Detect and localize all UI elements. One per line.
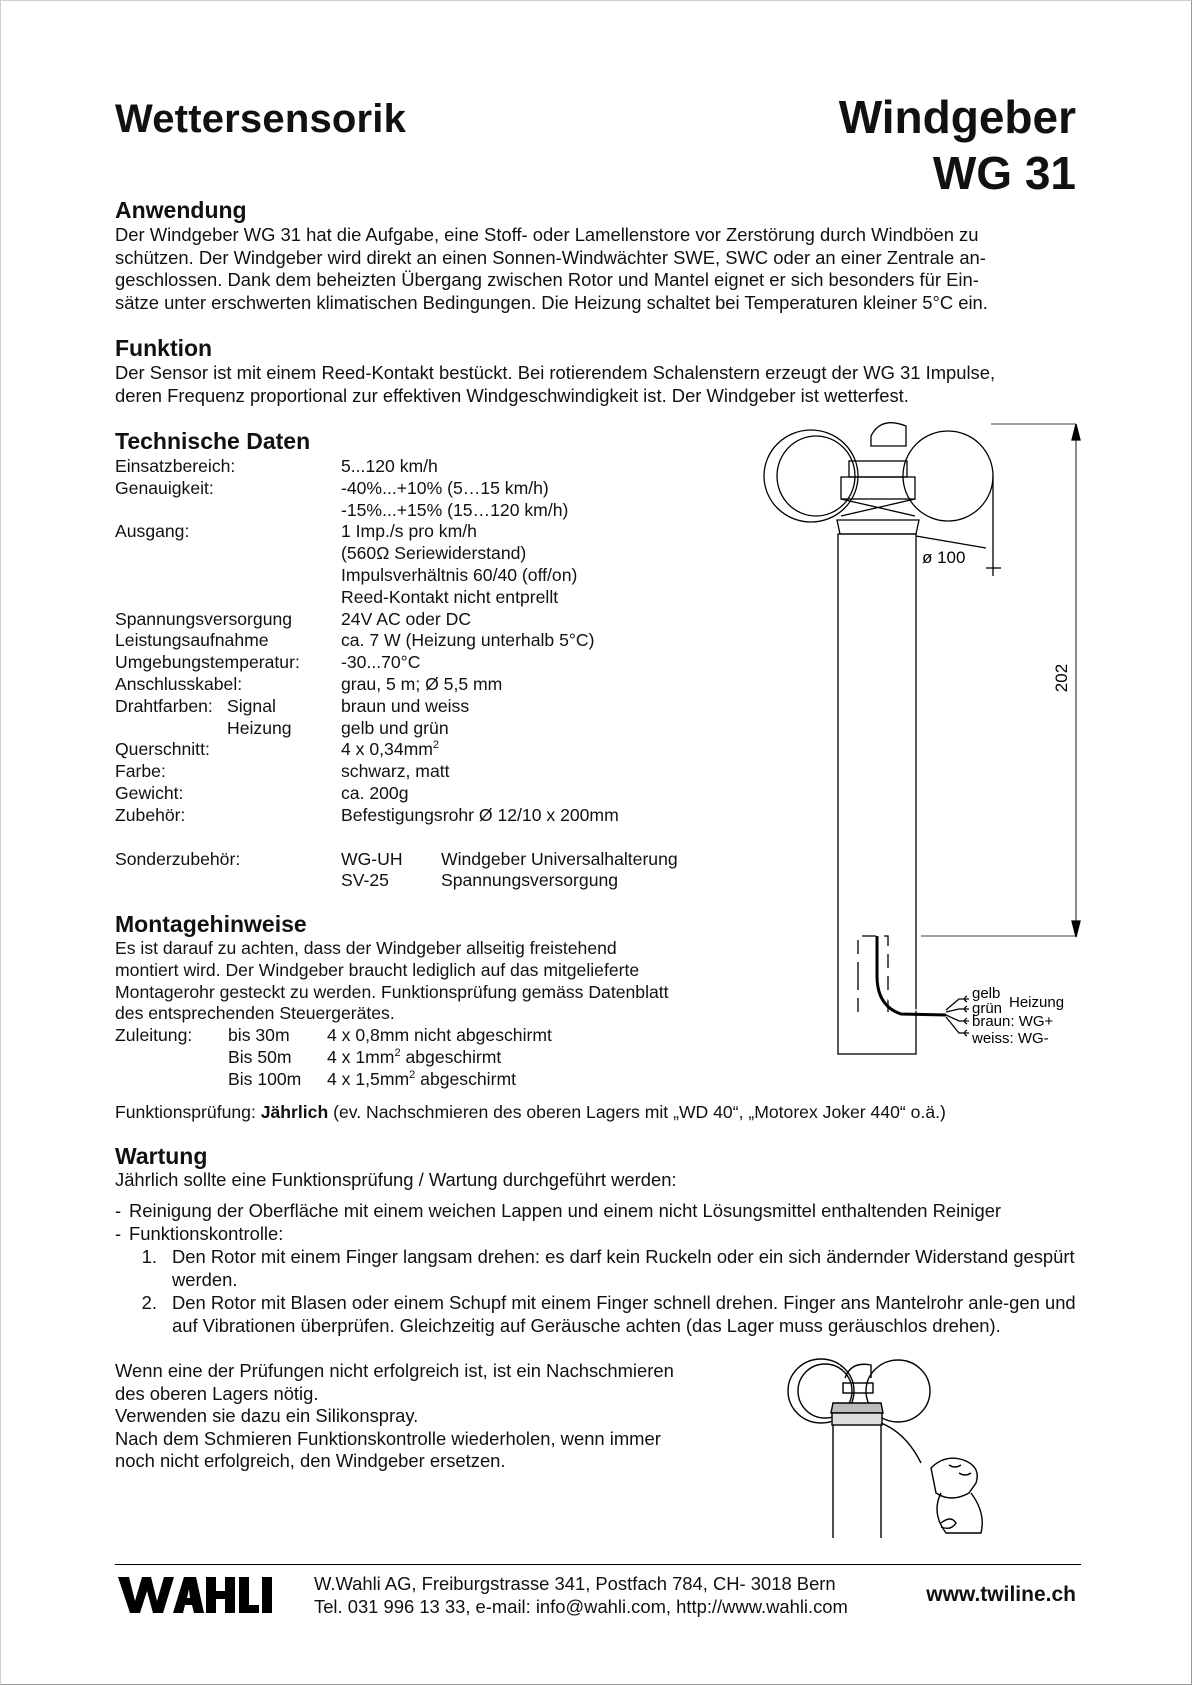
spec-value: 5...120 km/h — [341, 456, 438, 476]
spec-key: Farbe: — [115, 761, 166, 782]
spec-row — [115, 630, 678, 652]
section-title-anwendung: Anwendung — [115, 197, 247, 223]
section-title-montagehinweise: Montagehinweise — [115, 911, 307, 937]
spec-value: ca. 7 W (Heizung unterhalb 5°C) — [341, 630, 595, 651]
back-cup — [871, 423, 906, 446]
wartung-list — [115, 1199, 1090, 1337]
list-item-text: Reinigung der Oberfläche mit einem weichen Lappen und einem nicht Lösungsmittel enthaltenden Reiniger — [129, 1200, 1002, 1221]
spec-value: Reed-Kontakt nicht entprellt — [341, 586, 559, 607]
height-label: 202 — [1052, 663, 1071, 693]
spec-value — [341, 739, 439, 761]
wind-sensor-drawing — [741, 416, 1081, 1066]
spec-subkey: Signal — [227, 695, 276, 716]
spec-row — [115, 674, 678, 696]
text-line: Verwenden sie dazu ein Silikonspray. — [115, 1405, 419, 1426]
text-line: geschlossen. Dank dem beheizten Übergang zwischen Rotor und Mantel eignet er sich besonders für Ein- — [115, 269, 979, 290]
text-line: montiert wird. Der Windgeber braucht lediglich auf das mitgelieferte — [115, 959, 640, 980]
zuleitung-length: Bis 100m — [228, 1068, 302, 1089]
list-item: 1. Den Rotor mit einem Finger langsam drehen: es darf kein Ruckeln oder ein sich ändernder Widerstand gespürt werden. — [115, 1245, 1090, 1291]
address-line: W.Wahli AG, Freiburgstrasse 341, Postfach 784, CH- 3018 Bern — [314, 1573, 836, 1594]
zuleitung-table — [115, 1025, 552, 1090]
zuleitung-row — [115, 1069, 552, 1091]
text-line: des oberen Lagers nötig. — [115, 1382, 319, 1404]
note-text: (ev. Nachschmieren des oberen Lagers mit „WD 40“, „Motorex Joker 440“ o.ä.) — [328, 1102, 946, 1122]
zuleitung-spec-text: abgeschirmt — [415, 1068, 516, 1089]
text-line: schützen. Der Windgeber wird direkt an einen Sonnen-Windwächter SWE, SWC oder an einer Zentrale an- — [115, 246, 986, 268]
wire-label-braun: braun: WG+ — [972, 1013, 1054, 1030]
text-line: Es ist darauf zu achten, dass der Windgeber allseitig freistehend — [115, 938, 617, 958]
spec-row — [115, 565, 678, 587]
zuleitung-spec: 4 x 0,8mm nicht abgeschirmt — [327, 1025, 552, 1045]
spec-key: Gewicht: — [115, 782, 184, 803]
diameter-leader — [916, 536, 986, 548]
spec-value: 24V AC oder DC — [341, 608, 472, 629]
spec-row — [115, 521, 678, 543]
left-cup-rim — [777, 436, 855, 516]
spec-value: Impulsverhältnis 60/40 (off/on) — [341, 564, 578, 585]
spec-row — [115, 587, 678, 609]
spec-value: -15%...+15% (15…120 km/h) — [341, 499, 569, 520]
spec-key: Umgebungstemperatur: — [115, 652, 300, 673]
spec-value: 1 Imp./s pro km/h — [341, 521, 477, 542]
spec-key: Spannungsversorgung — [115, 608, 293, 629]
spec-row — [115, 652, 678, 674]
zuleitung-spec-text: 4 x 1,5mm — [327, 1068, 410, 1089]
text-line: sätze unter erschwerten klimatischen Bedingungen. Die Heizung schaltet bei Temperaturen kleiner 5°C ein. — [115, 291, 988, 313]
text-line: noch nicht erfolgreich, den Windgeber ersetzen. — [115, 1450, 506, 1471]
spec-row — [115, 696, 678, 718]
spec-value: ca. 200g — [341, 782, 409, 803]
spec-row — [115, 805, 678, 827]
funktionspruefung-note — [115, 1101, 946, 1124]
spec-key: Einsatzbereich: — [115, 456, 236, 476]
note-bold: Jährlich — [260, 1102, 329, 1122]
wire-label-gelb: gelb — [972, 985, 1001, 1002]
spec-value: schwarz, matt — [341, 761, 450, 782]
note-label: Funktionsprüfung: — [115, 1102, 261, 1122]
accessory-text: Spannungsversorgung — [441, 870, 619, 891]
superscript: 2 — [432, 739, 440, 752]
text-line: Nach dem Schmieren Funktionskontrolle wiederholen, wenn immer — [115, 1427, 661, 1449]
spec-row — [115, 478, 678, 500]
zuleitung-spec — [327, 1069, 516, 1091]
wire-label-weiss: weiss: WG- — [972, 1030, 1049, 1047]
spec-key: Drahtfarben: — [115, 695, 213, 716]
text-line: Der Sensor ist mit einem Reed-Kontakt bestückt. Bei rotierendem Schalenstern erzeugt der WG 31 Impulse, — [115, 362, 996, 383]
product-title-line1: Windgeber — [838, 91, 1076, 143]
spec-value: Befestigungsrohr Ø 12/10 x 200mm — [341, 804, 619, 825]
spec-row — [115, 500, 678, 522]
list-item: - Funktionskontrolle: — [115, 1223, 284, 1244]
spec-value-text: 4 x 0,34mm — [341, 739, 433, 760]
spec-value: -30...70°C — [341, 652, 421, 673]
list-item-text: Funktionskontrolle: — [129, 1223, 284, 1244]
spec-value: (560Ω Seriewiderstand) — [341, 543, 527, 564]
wahli-logo — [118, 1575, 272, 1615]
zuleitung-length: Bis 50m — [228, 1046, 292, 1067]
funktion-text — [115, 362, 995, 407]
spec-row — [115, 761, 678, 783]
montage-text — [115, 938, 669, 1025]
spec-key: Leistungsaufnahme — [115, 630, 269, 651]
spec-row — [115, 718, 678, 740]
upper-housing — [837, 520, 919, 534]
spec-value: -40%...+10% (5…15 km/h) — [341, 477, 549, 498]
text-line: des entsprechenden Steuergerätes. — [115, 1003, 395, 1024]
superscript: 2 — [409, 1068, 416, 1081]
text-line: Montagerohr gesteckt zu werden. Funktionsprüfung gemäss Datenblatt — [115, 981, 669, 1002]
list-item: - Reinigung der Oberfläche mit einem weichen Lappen und einem nicht Lösungsmittel enthaltenden Reiniger — [115, 1200, 1002, 1221]
spec-value: gelb und grün — [341, 717, 449, 738]
diameter-label: ø 100 — [922, 548, 966, 567]
zuleitung-spec — [327, 1047, 501, 1069]
spec-row — [115, 783, 678, 805]
wire-label-gruen: grün — [972, 1000, 1003, 1017]
text-line: Wenn eine der Prüfungen nicht erfolgreich ist, ist ein Nachschmieren — [115, 1360, 674, 1381]
spec-row — [115, 456, 678, 478]
spec-row — [115, 609, 678, 631]
address-line: Tel. 031 996 13 33, e-mail: info@wahli.com, http://www.wahli.com — [314, 1596, 848, 1617]
zuleitung-row — [115, 1047, 552, 1069]
rotor-base — [841, 477, 915, 499]
footer-divider — [115, 1564, 1081, 1565]
spec-row — [115, 543, 678, 565]
wire-braun — [946, 1015, 969, 1021]
spec-row — [115, 849, 678, 871]
wartung-after-text — [115, 1360, 674, 1473]
section-title-technische-daten: Technische Daten — [115, 428, 311, 454]
wartung-intro: Jährlich sollte eine Funktionsprüfung / Wartung durchgeführt werden: — [115, 1169, 677, 1190]
list-item-text: Den Rotor mit Blasen oder einem Schupf mit einem Finger schnell drehen. Finger ans Mantelrohr anle-gen und auf Vibrationen überprüfen. Gleichzeitig auf Geräusche achten (das Lager muss geräuschlos drehen). — [172, 1292, 1076, 1336]
spec-key: Anschlusskabel: — [115, 673, 243, 694]
inner-mount — [858, 936, 888, 976]
left-cup — [764, 430, 858, 522]
accessory-code: SV-25 — [341, 870, 389, 891]
text-line: deren Frequenz proportional zur effektiven Windgeschwindigkeit ist. Der Windgeber ist wetterfest. — [115, 384, 909, 406]
list-item: 2. Den Rotor mit Blasen oder einem Schupf mit einem Finger schnell drehen. Finger ans Mantelrohr anle-gen und auf Vibrationen überprüfen. Gleichzeitig auf Geräusche achten (das Lager muss geräuschlos drehen). — [115, 1291, 1090, 1337]
text-line: Der Windgeber WG 31 hat die Aufgabe, eine Stoff- oder Lamellenstore vor Zerstörung durch Windböen zu — [115, 224, 979, 245]
category-heading: Wettersensorik — [115, 97, 407, 141]
maintenance-illustration — [781, 1353, 991, 1538]
spec-row — [115, 739, 678, 761]
spec-value: grau, 5 m; Ø 5,5 mm — [341, 673, 503, 694]
spec-subkey: Heizung — [227, 717, 292, 738]
spec-key: Ausgang: — [115, 521, 190, 542]
company-address — [314, 1572, 848, 1618]
zuleitung-row — [115, 1025, 552, 1047]
zuleitung-spec-text: 4 x 1mm — [327, 1046, 395, 1067]
superscript: 2 — [394, 1046, 401, 1059]
wire-label-heizung: Heizung — [1009, 994, 1065, 1011]
accessory-text: Windgeber Universalhalterung — [441, 848, 678, 869]
section-title-wartung: Wartung — [115, 1143, 208, 1169]
zuleitung-key: Zuleitung: — [115, 1025, 193, 1045]
spec-key: Genauigkeit: — [115, 477, 214, 498]
website-link[interactable]: www.twiline.ch — [926, 1583, 1076, 1606]
spec-key: Sonderzubehör: — [115, 848, 241, 869]
accessory-code: WG-UH — [341, 848, 403, 869]
right-cup — [903, 431, 993, 521]
spec-key: Querschnitt: — [115, 739, 210, 760]
spec-row — [115, 870, 678, 892]
list-item-text: Den Rotor mit einem Finger langsam drehen: es darf kein Ruckeln oder ein sich ändernder Widerstand gespürt werden. — [172, 1246, 1075, 1290]
product-title-line2: WG 31 — [932, 147, 1076, 199]
zuleitung-length: bis 30m — [228, 1025, 290, 1045]
anwendung-text — [115, 224, 988, 314]
spec-table — [115, 456, 678, 892]
zuleitung-spec-text: abgeschirmt — [400, 1046, 502, 1067]
product-title — [839, 89, 1076, 201]
cable — [877, 936, 946, 1015]
spec-value: braun und weiss — [341, 695, 470, 716]
spec-key: Zubehör: — [115, 804, 186, 825]
section-title-funktion: Funktion — [115, 335, 213, 361]
